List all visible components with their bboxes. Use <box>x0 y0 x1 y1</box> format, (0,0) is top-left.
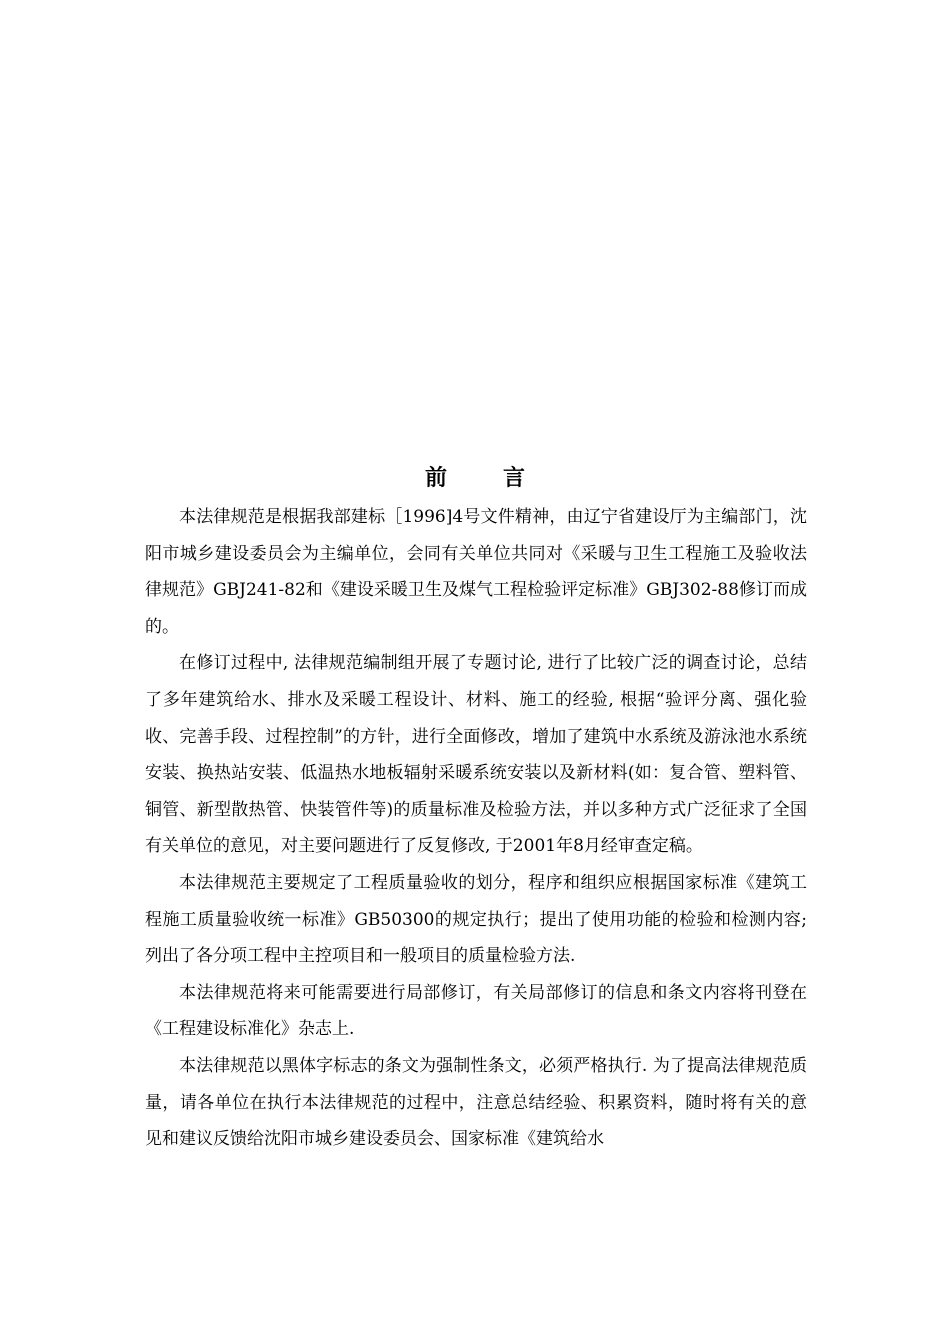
body-text <box>145 499 807 1158</box>
page-title: 前言 <box>424 465 581 491</box>
paragraph-5: 本法律规范以黑体字标志的条文为强制性条文，必须严格执行. 为了提高法律规范质量，请各单位在执行本法律规范的过程中，注意总结经验、积累资料，随时将有关的意见和建议反馈给沈阳市城乡建设委员会、国家标准《建筑给水 <box>145 1055 807 1150</box>
paragraph-3: 本法律规范主要规定了工程质量验收的划分，程序和组织应根据国家标准《建筑工程施工质量验收统一标准》GB50300的规定执行；提出了使用功能的检验和检测内容; 列出了各分项工程中主控项目和一般项目的质量检验方法. <box>145 872 807 967</box>
paragraph-4: 本法律规范将来可能需要进行局部修订，有关局部修订的信息和条文内容将刊登在《工程建设标准化》杂志上. <box>145 982 807 1040</box>
paragraph-1: 本法律规范是根据我部建标［1996]4号文件精神，由辽宁省建设厅为主编部门，沈阳市城乡建设委员会为主编单位，会同有关单位共同对《采暖与卫生工程施工及验收法律规范》GBJ241-82和《建设采暖卫生及煤气工程检验评定标准》GBJ302-88修订而成的。 <box>145 507 807 637</box>
paragraph-2: 在修订过程中, 法律规范编制组开展了专题讨论, 进行了比较广泛的调查讨论，总结了多年建筑给水、排水及采暖工程设计、材料、施工的经验, 根据“验评分离、强化验收、完善手段、过程控制”的方针，进行全面修改，增加了建筑中水系统及游泳池水系统安装、换热站安装、低温热水地板辐射采暖系统安装以及新材料(如：复合管、塑料管、铜管、新型散热管、快装管件等)的质量标准及检验方法，并以多种方式广泛征求了全国有关单位的意见，对主要问题进行了反复修改, 于2001年8月经审查定稿。 <box>145 653 807 857</box>
